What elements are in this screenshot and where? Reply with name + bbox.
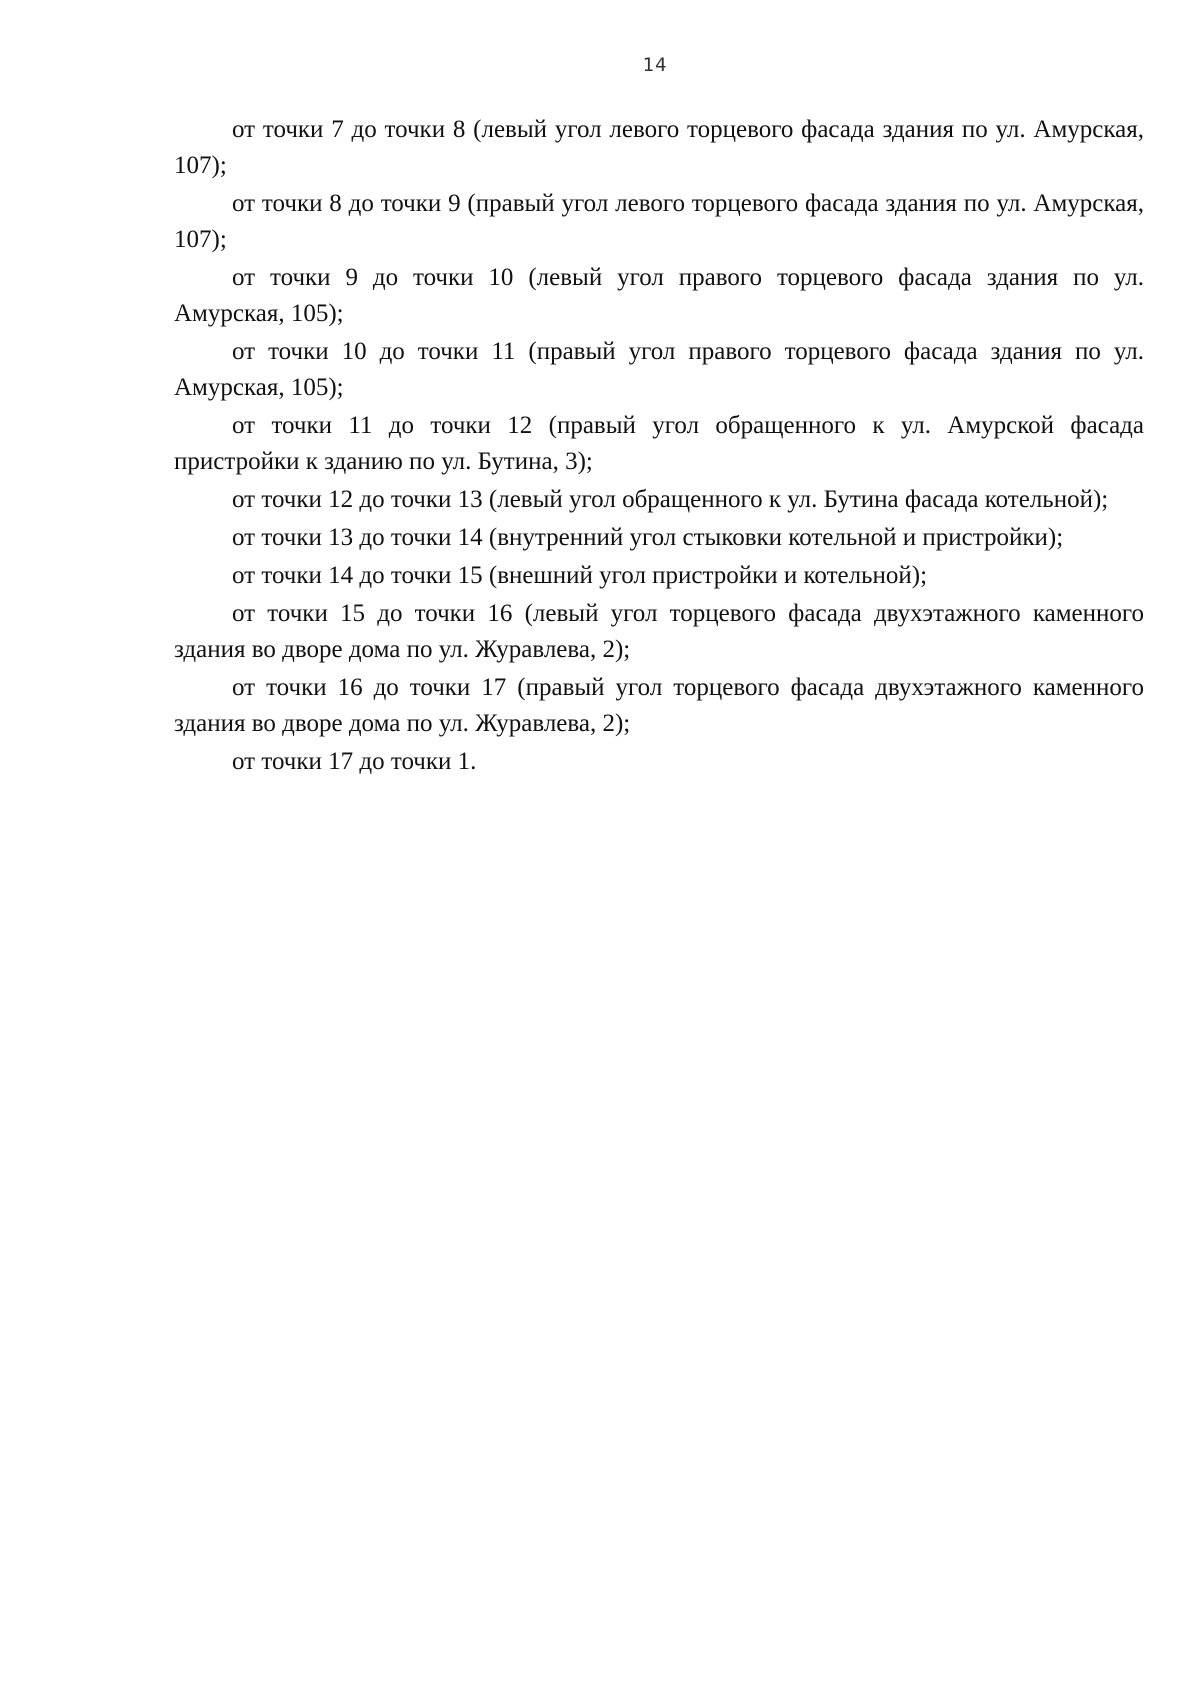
document-body	[174, 112, 1144, 782]
paragraph-point-15-16: от точки 15 до точки 16 (левый угол торцевого фасада двухэтажного каменного здания во дворе дома по ул. Журавлева, 2);	[174, 600, 1144, 663]
paragraph-point-16-17: от точки 16 до точки 17 (правый угол торцевого фасада двухэтажного каменного здания во дворе дома по ул. Журавлева, 2);	[174, 674, 1144, 737]
paragraph-point-12-13: от точки 12 до точки 13 (левый угол обращенного к ул. Бутина фасада котельной);	[232, 486, 1109, 513]
paragraph-point-7-8: от точки 7 до точки 8 (левый угол левого торцевого фасада здания по ул. Амурская, 107);	[174, 116, 1144, 179]
paragraph-point-9-10: от точки 9 до точки 10 (левый угол правого торцевого фасада здания по ул. Амурская, 105);	[174, 264, 1144, 327]
paragraph-point-14-15: от точки 14 до точки 15 (внешний угол пристройки и котельной);	[232, 562, 928, 589]
paragraph-point-17-1: от точки 17 до точки 1.	[232, 748, 477, 775]
paragraph-point-13-14: от точки 13 до точки 14 (внутренний угол стыковки котельной и пристройки);	[232, 524, 1064, 551]
paragraph-point-8-9: от точки 8 до точки 9 (правый угол левого торцевого фасада здания по ул. Амурская, 107);	[174, 190, 1144, 253]
paragraph-point-11-12: от точки 11 до точки 12 (правый угол обращенного к ул. Амурской фасада пристройки к зданию по ул. Бутина, 3);	[174, 412, 1144, 475]
paragraph-point-10-11: от точки 10 до точки 11 (правый угол правого торцевого фасада здания по ул. Амурская, 105);	[174, 338, 1144, 401]
page-number: 14	[642, 54, 668, 76]
